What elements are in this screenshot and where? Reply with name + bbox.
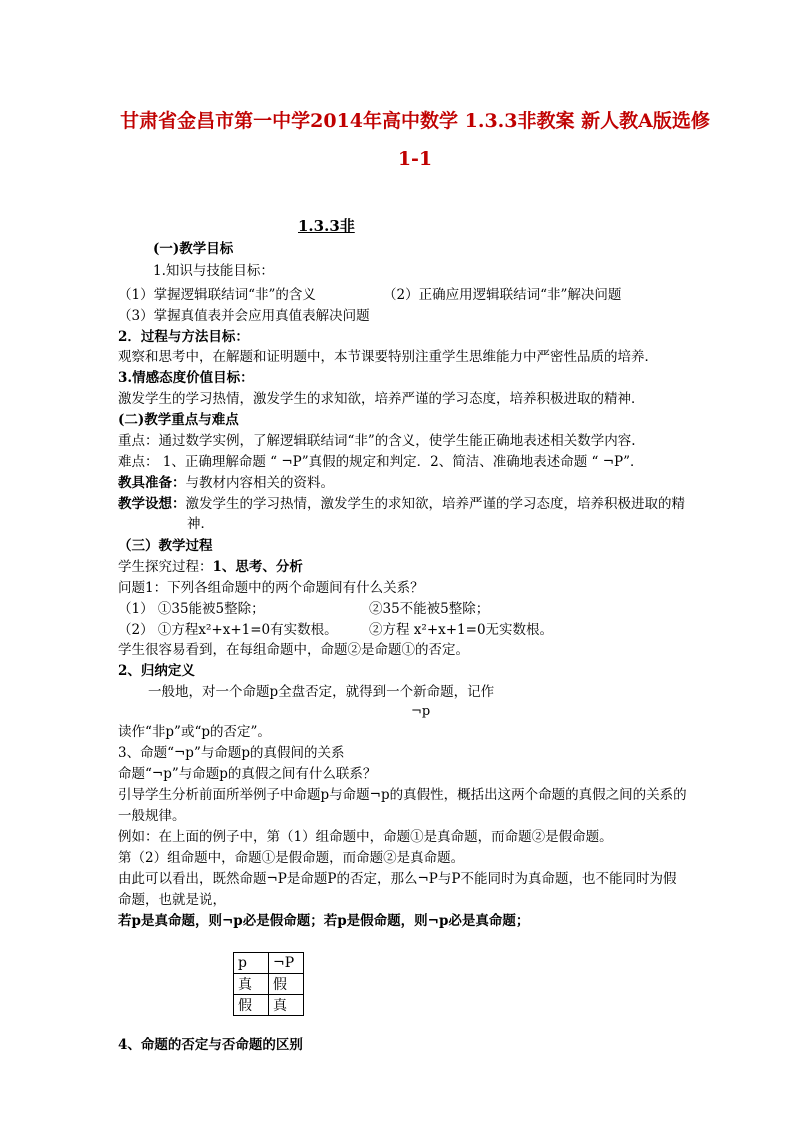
key-points-heading: (二)教学重点与难点 (118, 412, 239, 428)
explore-label: 学生探究过程： (118, 559, 213, 575)
q1-group1-a: （1） ①35能被5整除； (118, 601, 265, 617)
design-line (118, 495, 685, 513)
doc-title-continued: 1-1 (397, 148, 433, 170)
tools-text: 与教材内容相关的资料。 (185, 475, 334, 491)
goal3-heading: 3.情感态度价值目标： (118, 370, 254, 386)
relation-guide: 引导学生分析前面所举例子中命题p与命题¬p的真假性，概括出这两个命题的真假之间的关系的 (118, 787, 687, 803)
process-heading: （三）教学过程 (118, 538, 213, 554)
q1-group2-a: （2） ①方程x²+x+1=0有实数根。 (118, 622, 338, 638)
definition-text: 一般地，对一个命题p全盘否定，就得到一个新命题，记作 (148, 684, 495, 700)
difficulty-text: 难点： 1、正确理解命题 “ ¬P”真假的规定和判定．2、简洁、准确地表述命题 “ ¬P”． (118, 454, 644, 470)
table-row (234, 953, 304, 974)
conclusion: 由此可以看出，既然命题¬P是命题P的否定，那么¬P与P不能同时为真命题，也不能同时为假 (118, 871, 677, 887)
table-cell: 真 (234, 974, 269, 995)
question-1: 问题1：下列各组命题中的两个命题间有什么关系？ (118, 580, 424, 596)
tools-label: 教具准备： (118, 475, 186, 491)
table-row (234, 995, 304, 1016)
table-cell: 假 (269, 974, 304, 995)
difference-heading: 4、命题的否定与否命题的区别 (118, 1037, 303, 1053)
goals-heading: (一)教学目标 (153, 241, 234, 257)
goal1-item-b: （2）正确应用逻辑联结词“非”解决问题 (383, 287, 622, 303)
example-2: 第（2）组命题中，命题①是假命题，而命题②是真命题。 (118, 850, 465, 866)
relation-guide-continued: 一般规律。 (118, 808, 186, 824)
example-1: 例如：在上面的例子中，第（1）组命题中，命题①是真命题，而命题②是假命题。 (118, 829, 613, 845)
goal2-text: 观察和思考中，在解题和证明题中，本节课要特别注重学生思维能力中严密性品质的培养． (118, 349, 658, 365)
induce-heading: 2、归纳定义 (118, 663, 195, 679)
relation-question: 命题“¬p”与命题p的真假之间有什么联系？ (118, 766, 377, 782)
table-header-cell: p (234, 953, 269, 974)
conclusion-continued: 命题，也就是说， (118, 892, 226, 908)
q1-group2-b: ②方程 x²+x+1=0无实数根。 (369, 622, 554, 638)
explore-line (118, 558, 303, 576)
rule-statement: 若p是真命题，则¬p必是假命题；若p是假命题，则¬p必是真命题； (118, 913, 530, 929)
design-label: 教学设想： (118, 496, 186, 512)
section-title: 1.3.3非 (298, 217, 355, 235)
explore-heading: 1、思考、分析 (212, 559, 303, 575)
read-as-text: 读作“非p”或“p的否定”。 (118, 724, 271, 740)
goal1-heading: 1.知识与技能目标： (153, 263, 274, 279)
q1-note: 学生很容易看到，在每组命题中，命题②是命题①的否定。 (118, 642, 469, 658)
table-cell: 假 (234, 995, 269, 1016)
truth-table (233, 952, 304, 1016)
tools-line (118, 474, 334, 492)
relation-heading: 3、命题“¬p”与命题p的真假间的关系 (118, 745, 345, 761)
design-text: 激发学生的学习热情，激发学生的求知欲，培养严谨的学习态度，培养积极进取的精 (185, 496, 685, 512)
table-cell: 真 (269, 995, 304, 1016)
goal1-item-c: （3）掌握真值表并会应用真值表解决问题 (118, 308, 370, 324)
table-header-cell: ¬P (269, 953, 304, 974)
design-text-continued: 神． (187, 516, 214, 532)
key-points-text: 重点：通过数学实例，了解逻辑联结词“非”的含义，使学生能正确地表述相关数学内容. (118, 433, 636, 449)
table-row (234, 974, 304, 995)
goal1-item-a: （1）掌握逻辑联结词“非”的含义 (118, 287, 316, 303)
q1-group1-b: ②35不能被5整除； (369, 601, 490, 617)
goal2-heading: 2．过程与方法目标： (118, 329, 249, 345)
doc-title: 甘肃省金昌市第一中学2014年高中数学 1.3.3非教案 新人教A版选修 (120, 110, 710, 132)
negation-symbol: ¬p (411, 704, 431, 719)
goal3-text: 激发学生的学习热情，激发学生的求知欲，培养严谨的学习态度，培养积极进取的精神． (118, 391, 645, 407)
